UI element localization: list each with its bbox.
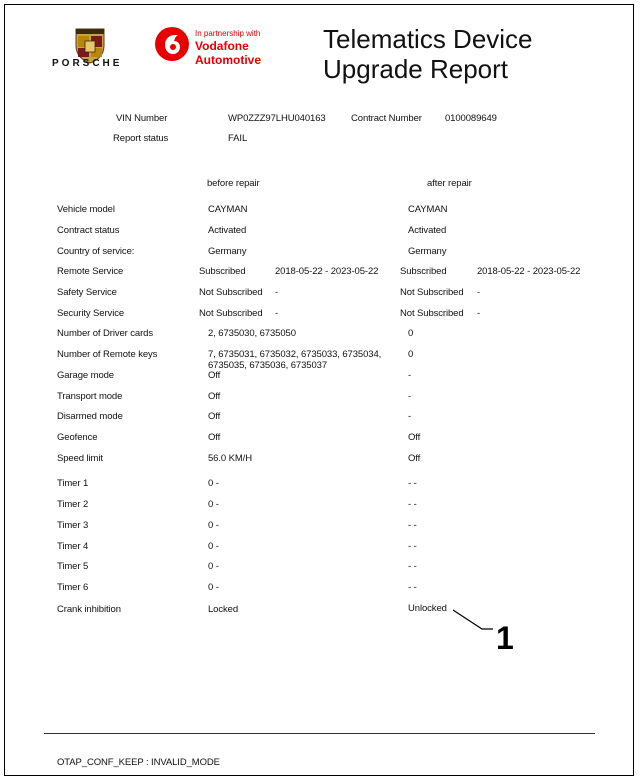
before-value: 0 -: [208, 520, 219, 531]
before-value: 0 -: [208, 582, 219, 593]
before-dates: -: [275, 287, 279, 298]
after-value: 0: [408, 349, 414, 360]
before-value: Off: [208, 391, 221, 402]
column-header-after: after repair: [427, 178, 472, 189]
vodafone-name: Vodafone: [195, 39, 249, 53]
report-title-line2: Upgrade Report: [323, 54, 508, 84]
before-value: Locked: [208, 604, 239, 615]
row-label: Security Service: [57, 308, 125, 319]
status-value: FAIL: [228, 133, 248, 144]
before-value: CAYMAN: [208, 204, 248, 215]
before-value: Not Subscribed: [199, 308, 263, 319]
row-label: Timer 4: [57, 541, 89, 552]
before-value: 7, 6735031, 6735032, 6735033, 6735034,: [208, 349, 382, 360]
row-label: Disarmed mode: [57, 411, 123, 422]
callout-number: 1: [496, 620, 514, 656]
before-dates: 2018-05-22 - 2023-05-22: [275, 266, 379, 277]
before-value: 0 -: [208, 478, 219, 489]
after-value: Subscribed: [400, 266, 447, 277]
status-label: Report status: [113, 133, 169, 144]
after-value: Not Subscribed: [400, 287, 464, 298]
footer-text: OTAP_CONF_KEEP : INVALID_MODE: [57, 757, 220, 768]
row-label: Transport mode: [57, 391, 123, 402]
after-value: Unlocked: [408, 603, 447, 614]
before-value: 0 -: [208, 561, 219, 572]
before-value: Off: [208, 432, 221, 443]
row-label: Remote Service: [57, 266, 124, 277]
row-label: Country of service:: [57, 246, 135, 257]
row-label: Number of Remote keys: [57, 349, 158, 360]
after-dates: -: [477, 287, 481, 298]
after-value: Activated: [408, 225, 447, 236]
contract-label: Contract Number: [351, 113, 422, 124]
after-value: 0: [408, 328, 414, 339]
row-label: Garage mode: [57, 370, 114, 381]
before-value: Subscribed: [199, 266, 246, 277]
contract-value: 0100089649: [445, 113, 497, 124]
row-label: Speed limit: [57, 453, 103, 464]
after-dates: 2018-05-22 - 2023-05-22: [477, 266, 581, 277]
row-label: Timer 3: [57, 520, 89, 531]
before-value: 0 -: [208, 499, 219, 510]
row-label: Timer 1: [57, 478, 89, 489]
row-label: Contract status: [57, 225, 120, 236]
row-label: Geofence: [57, 432, 98, 443]
after-value: Germany: [408, 246, 447, 257]
vin-value: WP0ZZZ97LHU040163: [228, 113, 326, 124]
after-value: -: [408, 391, 412, 402]
before-value: 56.0 KM/H: [208, 453, 252, 464]
after-value: -: [408, 411, 412, 422]
before-value: Not Subscribed: [199, 287, 263, 298]
before-value: Germany: [208, 246, 247, 257]
after-value: - -: [408, 478, 417, 489]
row-label: Number of Driver cards: [57, 328, 153, 339]
after-value: - -: [408, 541, 417, 552]
before-value: Activated: [208, 225, 247, 236]
row-label: Timer 5: [57, 561, 89, 572]
after-value: -: [408, 370, 412, 381]
partnership-text: In partnership with: [195, 29, 261, 38]
row-label: Safety Service: [57, 287, 117, 298]
column-header-before: before repair: [207, 178, 260, 189]
after-value: - -: [408, 499, 417, 510]
row-label: Timer 2: [57, 499, 89, 510]
row-label: Vehicle model: [57, 204, 115, 215]
row-label: Crank inhibition: [57, 604, 121, 615]
callout-leader-line: [452, 608, 494, 632]
row-label: Timer 6: [57, 582, 89, 593]
after-value: Off: [408, 432, 421, 443]
footer-divider: [44, 733, 595, 734]
after-value: - -: [408, 561, 417, 572]
report-title-line1: Telematics Device: [323, 24, 533, 54]
porsche-wordmark: PORSCHE: [52, 58, 123, 69]
before-value: 0 -: [208, 541, 219, 552]
vodafone-logo-icon: [154, 26, 190, 62]
after-value: CAYMAN: [408, 204, 448, 215]
vin-label: VIN Number: [116, 113, 168, 124]
before-value: 2, 6735030, 6735050: [208, 328, 296, 339]
after-value: Off: [408, 453, 421, 464]
after-value: - -: [408, 582, 417, 593]
after-value: Not Subscribed: [400, 308, 464, 319]
before-dates: -: [275, 308, 279, 319]
after-value: - -: [408, 520, 417, 531]
before-value-line2: 6735035, 6735036, 6735037: [208, 360, 328, 371]
after-dates: -: [477, 308, 481, 319]
vodafone-subtitle: Automotive: [195, 53, 261, 67]
before-value: Off: [208, 411, 221, 422]
before-value: Off: [208, 370, 221, 381]
